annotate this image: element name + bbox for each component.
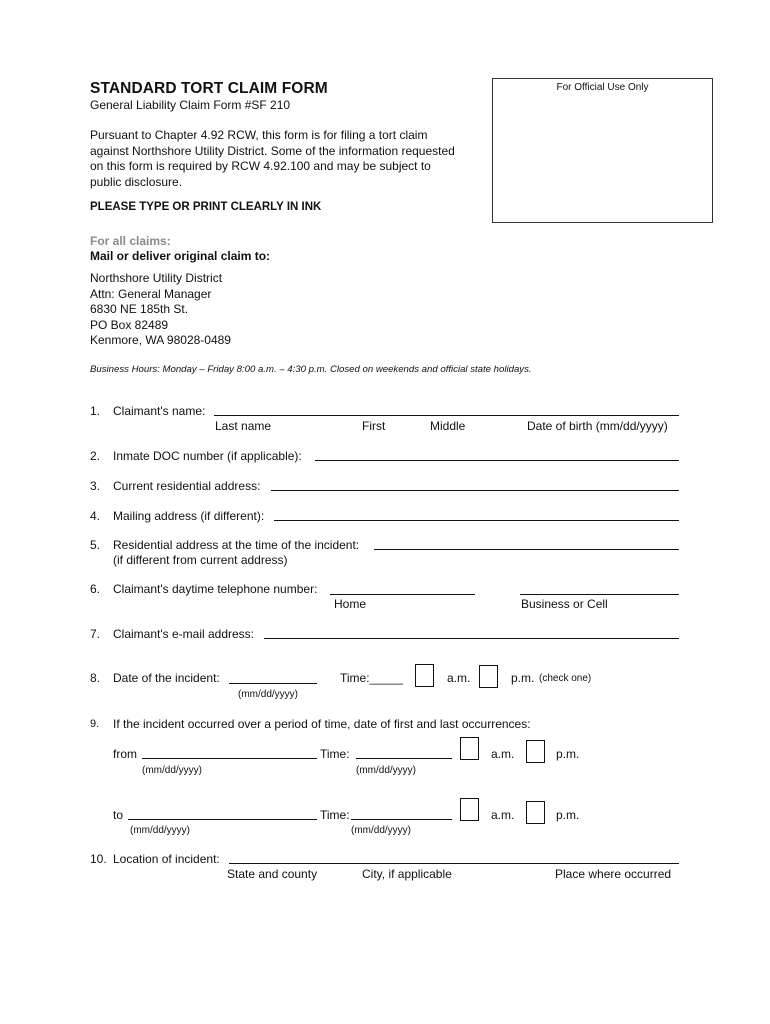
q10-label: Location of incident: [113, 852, 220, 866]
intro-line: against Northshore Utility District. Some of the information requested [90, 143, 455, 158]
q3-label: Current residential address: [113, 479, 261, 493]
from-pm-label: p.m. [556, 747, 580, 761]
from-am-checkbox[interactable] [460, 737, 479, 760]
q1-sub-middle: Middle [430, 419, 466, 433]
q6-number: 6. [90, 582, 101, 596]
incident-location-field[interactable] [229, 863, 679, 864]
to-date-field[interactable] [128, 819, 317, 820]
q6-sub-business: Business or Cell [521, 597, 608, 611]
q8-am-label: a.m. [447, 671, 471, 685]
q9-from-time-label: Time: [320, 747, 350, 761]
q7-label: Claimant's e-mail address: [113, 627, 255, 641]
q9-from-time-hint: (mm/dd/yyyy) [356, 765, 416, 776]
to-time-field[interactable] [351, 819, 452, 820]
email-field[interactable] [264, 638, 679, 639]
intro-line: on this form is required by RCW 4.92.100 and may be subject to [90, 159, 431, 173]
mailing-address-field[interactable] [274, 520, 679, 521]
q5-number: 5. [90, 538, 101, 552]
address-line: Attn: General Manager [90, 286, 212, 301]
q8-date-hint: (mm/dd/yyyy) [238, 689, 298, 700]
q5-sub: (if different from current address) [113, 553, 288, 567]
q10-sub-place: Place where occurred [555, 867, 672, 881]
q9-from-label: from [113, 747, 137, 761]
q10-sub-city: City, if applicable [362, 867, 452, 881]
intro-paragraph [90, 128, 490, 190]
q10-sub-state: State and county [227, 867, 318, 881]
address-line: Kenmore, WA 98028-0489 [90, 333, 231, 348]
q1-sub-last: Last name [215, 419, 272, 433]
q9-to-date-hint: (mm/dd/yyyy) [130, 825, 190, 836]
q8-am-checkbox[interactable] [415, 664, 434, 687]
official-use-label: For Official Use Only [556, 82, 649, 93]
intro-line: Pursuant to Chapter 4.92 RCW, this form is for filing a tort claim [90, 128, 428, 142]
claimant-name-field[interactable] [214, 415, 679, 416]
q8-check-one: (check one) [539, 673, 592, 684]
inmate-doc-field[interactable] [315, 460, 679, 461]
q9-number: 9. [90, 718, 100, 730]
q8-pm-label: p.m. [511, 671, 535, 685]
to-pm-checkbox[interactable] [526, 801, 545, 824]
q1-sub-dob: Date of birth (mm/dd/yyyy) [527, 419, 668, 433]
q8-time-label[interactable]: Time:_____ [340, 671, 403, 685]
address-line: 6830 NE 185th St. [90, 302, 189, 317]
current-address-field[interactable] [271, 490, 679, 491]
from-date-field[interactable] [142, 758, 317, 759]
incident-date-field[interactable] [229, 683, 317, 684]
q9-to-label: to [113, 808, 124, 822]
from-time-field[interactable] [356, 758, 452, 759]
q6-sub-home: Home [334, 597, 367, 611]
q6-label: Claimant's daytime telephone number: [113, 582, 318, 596]
q4-label: Mailing address (if different): [113, 509, 265, 523]
business-phone-field[interactable] [520, 594, 679, 595]
q10-number: 10. [90, 852, 107, 866]
q2-label: Inmate DOC number (if applicable): [113, 449, 302, 463]
address-line: Northshore Utility District [90, 271, 223, 285]
mail-to-heading: Mail or deliver original claim to: [90, 249, 271, 263]
business-hours: Business Hours: Monday – Friday 8:00 a.m. – 4:30 p.m. Closed on weekends and official state holidays. [90, 364, 532, 375]
mailing-address [90, 271, 231, 349]
q8-label: Date of the incident: [113, 671, 220, 685]
q9-label: If the incident occurred over a period of time, date of first and last occurrences: [113, 717, 531, 731]
q1-number: 1. [90, 404, 101, 418]
q8-number: 8. [90, 671, 101, 685]
for-all-claims-heading: For all claims: [90, 234, 171, 248]
intro-line: public disclosure. [90, 174, 183, 189]
address-line: PO Box 82489 [90, 317, 169, 332]
to-am-checkbox[interactable] [460, 798, 479, 821]
q5-label: Residential address at the time of the incident: [113, 538, 360, 552]
q9-to-time-hint: (mm/dd/yyyy) [351, 825, 411, 836]
print-instruction: PLEASE TYPE OR PRINT CLEARLY IN INK [90, 201, 322, 213]
q7-number: 7. [90, 627, 101, 641]
q2-number: 2. [90, 449, 101, 463]
to-am-label: a.m. [491, 808, 515, 822]
to-pm-label: p.m. [556, 808, 580, 822]
q1-label: Claimant's name: [113, 404, 206, 418]
q9-from-date-hint: (mm/dd/yyyy) [142, 765, 202, 776]
official-use-box [492, 78, 713, 223]
form-subtitle: General Liability Claim Form #SF 210 [90, 98, 291, 112]
from-pm-checkbox[interactable] [526, 740, 545, 763]
q9-to-time-label: Time: [320, 808, 350, 822]
q4-number: 4. [90, 509, 101, 523]
from-am-label: a.m. [491, 747, 515, 761]
form-title: STANDARD TORT CLAIM FORM [90, 80, 328, 97]
q8-pm-checkbox[interactable] [479, 665, 498, 688]
q3-number: 3. [90, 479, 101, 493]
home-phone-field[interactable] [330, 594, 475, 595]
incident-address-field[interactable] [374, 549, 679, 550]
q1-sub-first: First [362, 419, 386, 433]
